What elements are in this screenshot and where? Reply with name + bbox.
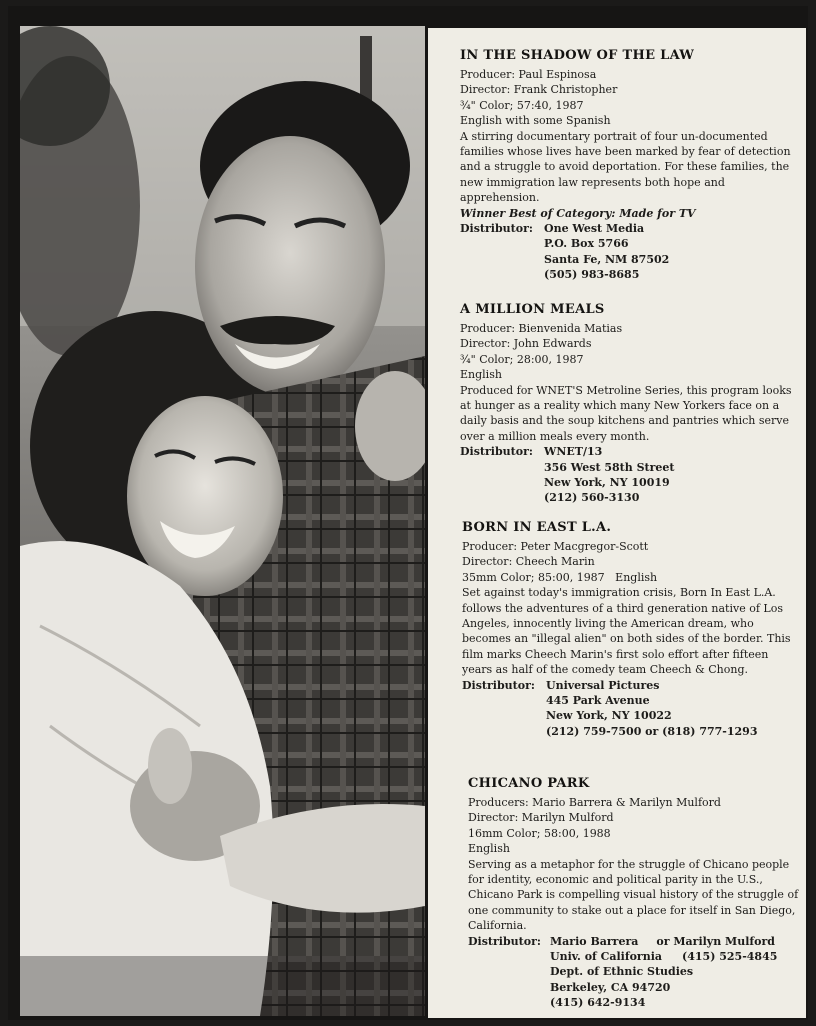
film-title: CHICANO PARK (468, 776, 590, 791)
distributor-name: Mario Barrera (550, 934, 639, 948)
distributor-label: Distributor: (462, 678, 535, 692)
film-director: Director: Cheech Marin (462, 555, 595, 569)
film-language: English (460, 368, 502, 382)
distributor-alternate: or Marilyn Mulford (656, 934, 775, 948)
distributor-phone: (212) 560-3130 (544, 491, 640, 505)
film-language: English (468, 842, 510, 856)
photo-illustration (20, 26, 425, 1016)
distributor-phone: (212) 759-7500 or (818) 777-1293 (546, 724, 758, 738)
film-title: IN THE SHADOW OF THE LAW (460, 48, 695, 63)
film-format: 16mm Color; 58:00, 1988 (468, 826, 611, 840)
film-entry (462, 520, 802, 739)
distributor-block (460, 221, 800, 283)
distributor-city: Santa Fe, NM 87502 (544, 252, 670, 266)
film-entry (468, 776, 804, 1011)
distributor-label: Distributor: (460, 445, 533, 459)
distributor-institution: Univ. of California (550, 950, 663, 964)
film-director: Director: Frank Christopher (460, 83, 618, 97)
film-entry (460, 48, 800, 283)
film-format: ¾" Color; 57:40, 1987 (460, 98, 584, 112)
film-still-photo (20, 26, 425, 1016)
brochure-page (8, 6, 808, 1020)
distributor-phone: (505) 983-8685 (544, 268, 640, 282)
distributor-city: New York, NY 10019 (544, 476, 670, 490)
film-director: Director: Marilyn Mulford (468, 811, 614, 825)
distributor-name: WNET/13 (544, 445, 603, 459)
film-language: English with some Spanish (460, 114, 611, 128)
film-producer: Producer: Bienvenida Matias (460, 322, 623, 335)
distributor-city: Berkeley, CA 94720 (550, 980, 671, 994)
distributor-label: Distributor: (468, 934, 541, 948)
film-description: A stirring documentary portrait of four un-documented families whose lives have been marked by fear of detection and a struggle to avoid deportation. For these families, the new immigration law represents both hope and apprehension. (460, 129, 795, 205)
film-producer: Producers: Mario Barrera & Marilyn Mulford (468, 796, 721, 809)
distributor-department: Dept. of Ethnic Studies (550, 965, 694, 979)
distributor-phone: (415) 642-9134 (550, 996, 646, 1010)
distributor-block (462, 678, 802, 740)
film-producer: Producer: Paul Espinosa (460, 68, 597, 81)
distributor-city: New York, NY 10022 (546, 709, 672, 723)
distributor-address: 445 Park Avenue (546, 694, 650, 708)
distributor-name: One West Media (544, 222, 645, 236)
film-description: Produced for WNET'S Metroline Series, this program looks at hunger as a reality which many New Yorkers face on a daily basis and the soup kitchens and pantries which serve over a million meals every month. (460, 383, 796, 443)
distributor-alternate-phone: (415) 525-4845 (682, 950, 778, 964)
film-description: Serving as a metaphor for the struggle of Chicano people for identity, economic and political parity in the U.S., Chicano Park is compelling visual history of the struggle of one community to stake out a place for itself in San Diego, California. (468, 857, 802, 933)
film-description: Set against today's immigration crisis, Born In East L.A. follows the adventures of a third generation native of Los Angeles, innocently living the American dream, who becomes an "illegal alien" on both sides of the border. This film marks Cheech Marin's first solo effort after fifteen years as half of the comedy team Cheech & Chong. (462, 586, 795, 677)
distributor-label: Distributor: (460, 222, 533, 236)
film-title: A MILLION MEALS (460, 302, 605, 317)
film-listings (428, 28, 806, 1018)
film-format: ¾" Color; 28:00, 1987 (460, 352, 584, 366)
film-format: 35mm Color; 85:00, 1987 English (462, 570, 658, 584)
film-entry (460, 302, 800, 506)
film-title: BORN IN EAST L.A. (462, 520, 612, 535)
distributor-name: Universal Pictures (546, 678, 660, 692)
distributor-address: 356 West 58th Street (544, 460, 675, 474)
distributor-address: P.O. Box 5766 (544, 237, 629, 251)
film-producer: Producer: Peter Macgregor-Scott (462, 540, 649, 553)
distributor-block (460, 444, 800, 506)
distributor-block (468, 934, 804, 1011)
film-director: Director: John Edwards (460, 337, 592, 351)
film-award: Winner Best of Category: Made for TV (460, 206, 696, 220)
